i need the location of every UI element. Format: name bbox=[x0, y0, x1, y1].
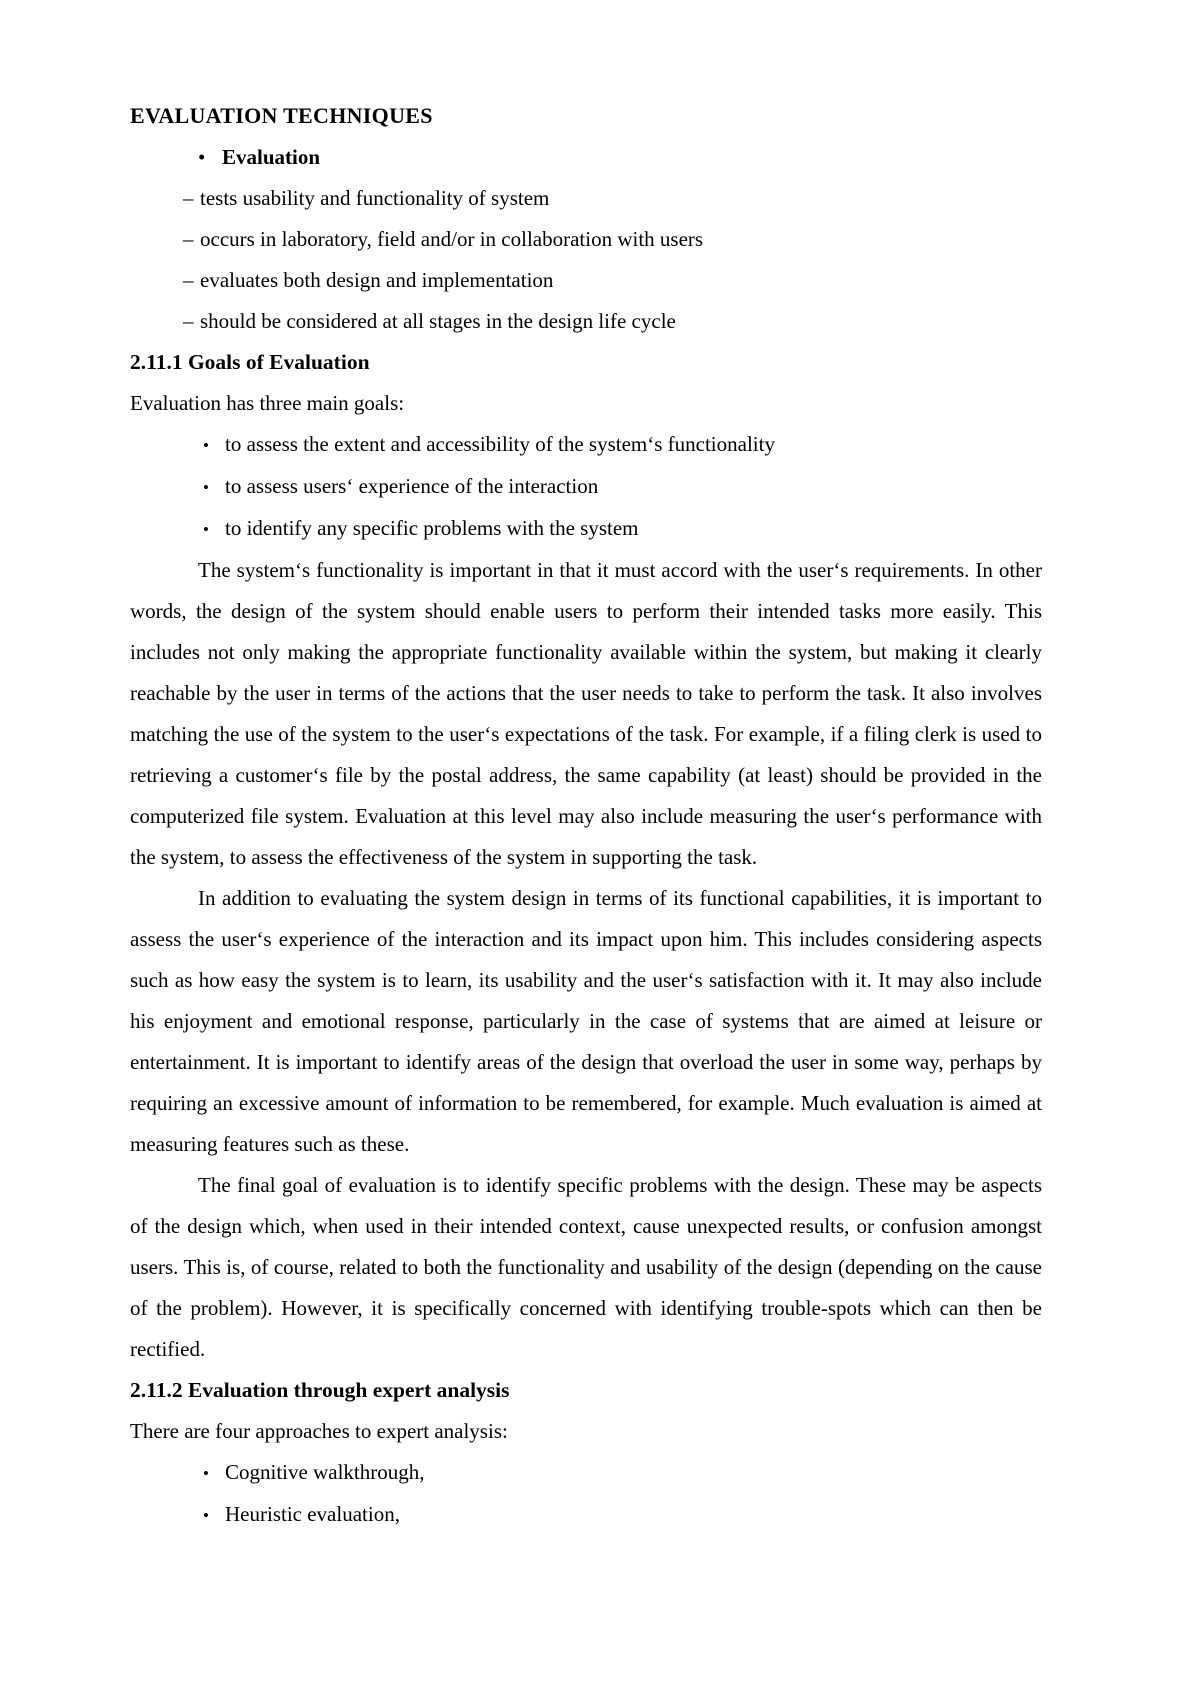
dash-item-text: occurs in laboratory, field and/or in collaboration with users bbox=[200, 227, 704, 251]
dash-icon: – bbox=[183, 268, 194, 292]
dash-item bbox=[130, 178, 1042, 219]
body-paragraph: In addition to evaluating the system design in terms of its functional capabilities, it is important to assess the user‘s experience of the interaction and its impact upon him. This includes considering aspects such as how easy the system is to learn, its usability and the user‘s satisfaction with it. It may also include his enjoyment and emotional response, particularly in the case of systems that are aimed at leisure or entertainment. It is important to identify areas of the design that overload the user in some way, perhaps by requiring an excessive amount of information to be remembered, for example. Much evaluation is aimed at measuring features such as these. bbox=[130, 886, 1042, 1156]
document-title: EVALUATION TECHNIQUES bbox=[130, 103, 433, 128]
bullet-icon: • bbox=[203, 520, 209, 539]
expert-approach-item bbox=[130, 1494, 1042, 1536]
goal-item-text: to assess the extent and accessibility of the system‘s functionality bbox=[225, 432, 775, 456]
section-heading-expert: 2.11.2 Evaluation through expert analysis bbox=[130, 1378, 510, 1402]
goal-item bbox=[130, 508, 1042, 550]
expert-lead-text: There are four approaches to expert analysis: bbox=[130, 1419, 508, 1443]
goal-item bbox=[130, 466, 1042, 508]
dash-icon: – bbox=[183, 309, 194, 333]
dash-item bbox=[130, 301, 1042, 342]
bullet-icon: • bbox=[203, 1506, 209, 1525]
dash-item bbox=[130, 219, 1042, 260]
top-bullet-label: Evaluation bbox=[222, 145, 321, 169]
bullet-icon: • bbox=[203, 478, 209, 497]
body-paragraph: The final goal of evaluation is to identify specific problems with the design. These may be aspects of the design which, when used in their intended context, cause unexpected results, or confusion amongst users. This is, of course, related to both the functionality and usability of the design (depending on the cause of the problem). However, it is specifically concerned with identifying trouble-spots which can then be rectified. bbox=[130, 1173, 1042, 1361]
goal-item bbox=[130, 424, 1042, 466]
dash-item-text: should be considered at all stages in the design life cycle bbox=[200, 309, 676, 333]
top-bullet-item bbox=[130, 137, 1042, 178]
expert-approach-text: Heuristic evaluation, bbox=[225, 1502, 400, 1526]
bullet-icon: • bbox=[198, 145, 206, 169]
bullet-icon: • bbox=[203, 1464, 209, 1483]
goal-item-text: to assess users‘ experience of the interaction bbox=[225, 474, 599, 498]
goals-lead-text: Evaluation has three main goals: bbox=[130, 391, 405, 415]
dash-item-text: tests usability and functionality of system bbox=[200, 186, 550, 210]
dash-icon: – bbox=[183, 227, 194, 251]
expert-approach-text: Cognitive walkthrough, bbox=[225, 1460, 425, 1484]
dash-item-text: evaluates both design and implementation bbox=[200, 268, 554, 292]
dash-icon: – bbox=[183, 186, 194, 210]
bullet-icon: • bbox=[203, 436, 209, 455]
dash-item bbox=[130, 260, 1042, 301]
expert-approach-item bbox=[130, 1452, 1042, 1494]
goal-item-text: to identify any specific problems with the system bbox=[225, 516, 639, 540]
body-paragraph: The system‘s functionality is important in that it must accord with the user‘s requirements. In other words, the design of the system should enable users to perform their intended tasks more easily. This includes not only making the appropriate functionality available within the system, but making it clearly reachable by the user in terms of the actions that the user needs to take to perform the task. It also involves matching the use of the system to the user‘s expectations of the task. For example, if a filing clerk is used to retrieving a customer‘s file by the postal address, the same capability (at least) should be provided in the computerized file system. Evaluation at this level may also include measuring the user‘s performance with the system, to assess the effectiveness of the system in supporting the task. bbox=[130, 558, 1042, 869]
section-heading-goals: 2.11.1 Goals of Evaluation bbox=[130, 350, 370, 374]
